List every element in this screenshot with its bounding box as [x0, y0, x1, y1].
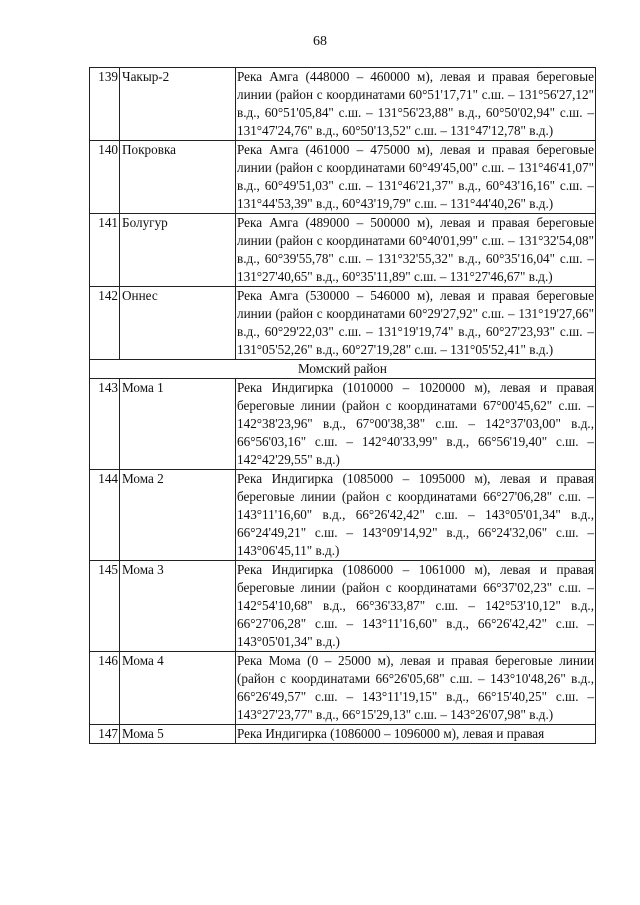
- row-number: 147: [90, 725, 120, 744]
- table-row: [90, 652, 596, 725]
- site-description: Река Индигирка (1086000 – 1061000 м), левая и правая береговые линии (район с координатами 66°37'02,23" с.ш. – 142°54'10,68" в.д., 66°36'33,87" с.ш. – 142°53'10,12" в.д., 66°27'06,28" с.ш. – 143°11'16,60" в.д., 66°26'42,42" с.ш. – 143°05'01,34" в.д.): [236, 561, 596, 652]
- row-number: 142: [90, 287, 120, 360]
- site-name: Мома 3: [120, 561, 236, 652]
- table-row: [90, 561, 596, 652]
- table-row: [90, 379, 596, 470]
- site-description: Река Индигирка (1086000 – 1096000 м), левая и правая: [236, 725, 596, 744]
- page-number: 68: [313, 34, 327, 49]
- table-row: [90, 141, 596, 214]
- table-row: [90, 214, 596, 287]
- site-name: Мома 2: [120, 470, 236, 561]
- row-number: 143: [90, 379, 120, 470]
- row-number: 139: [90, 68, 120, 141]
- river-sites-table: [89, 67, 596, 744]
- row-number: 145: [90, 561, 120, 652]
- site-name: Чакыр-2: [120, 68, 236, 141]
- site-name: Мома 4: [120, 652, 236, 725]
- table-row: [90, 725, 596, 744]
- row-number: 140: [90, 141, 120, 214]
- row-number: 141: [90, 214, 120, 287]
- site-description: Река Амга (461000 – 475000 м), левая и правая береговые линии (район с координатами 60°49'45,00" с.ш. – 131°46'41,07" в.д., 60°49'51,03" с.ш. – 131°46'21,37" в.д., 60°43'16,16" с.ш. – 131°44'53,39" в.д., 60°43'19,79" с.ш. – 131°44'40,26" в.д.): [236, 141, 596, 214]
- site-description: Река Амга (448000 – 460000 м), левая и правая береговые линии (район с координатами 60°51'17,71" с.ш. – 131°56'27,12" в.д., 60°51'05,84" с.ш. – 131°56'23,88" в.д., 60°50'02,94" с.ш. – 131°47'24,76" в.д., 60°50'13,52" с.ш. – 131°47'12,78" в.д.): [236, 68, 596, 141]
- site-name: Покровка: [120, 141, 236, 214]
- site-name: Мома 5: [120, 725, 236, 744]
- site-description: Река Амга (489000 – 500000 м), левая и правая береговые линии (район с координатами 60°40'01,99" с.ш. – 131°32'54,08" в.д., 60°39'55,78" с.ш. – 131°32'55,32" в.д., 60°35'16,04" с.ш. – 131°27'40,65" в.д., 60°35'11,89" с.ш. – 131°27'46,67" в.д.): [236, 214, 596, 287]
- row-number: 144: [90, 470, 120, 561]
- table-row: [90, 68, 596, 141]
- site-description: Река Амга (530000 – 546000 м), левая и правая береговые линии (район с координатами 60°29'27,92" с.ш. – 131°19'27,66" в.д., 60°29'22,03" с.ш. – 131°19'19,74" в.д., 60°27'23,93" с.ш. – 131°05'52,26" в.д., 60°27'19,28" с.ш. – 131°05'52,41" в.д.): [236, 287, 596, 360]
- section-title: Момский район: [90, 360, 596, 379]
- site-name: Оннес: [120, 287, 236, 360]
- site-description: Река Индигирка (1010000 – 1020000 м), левая и правая береговые линии (район с координатами 67°00'45,62" с.ш. – 142°38'23,96" в.д., 67°00'38,38" с.ш. – 142°37'03,00" в.д., 66°56'03,16" с.ш. – 142°40'33,99" в.д., 66°56'19,40" с.ш. – 142°42'29,55" в.д.): [236, 379, 596, 470]
- row-number: 146: [90, 652, 120, 725]
- table-row: [90, 287, 596, 360]
- site-name: Мома 1: [120, 379, 236, 470]
- site-name: Болугур: [120, 214, 236, 287]
- table-row: [90, 470, 596, 561]
- site-description: Река Индигирка (1085000 – 1095000 м), левая и правая береговые линии (район с координатами 66°27'06,28" с.ш. – 143°11'16,60" в.д., 66°26'42,42" с.ш. – 143°05'01,34" в.д., 66°24'49,21" с.ш. – 143°09'14,92" в.д., 66°24'32,06" с.ш. – 143°06'45,11" в.д.): [236, 470, 596, 561]
- site-description: Река Мома (0 – 25000 м), левая и правая береговые линии (район с координатами 66°26'05,68" с.ш. – 143°10'48,26" в.д., 66°26'49,57" с.ш. – 143°11'19,15" в.д., 66°15'40,25" с.ш. – 143°27'23,77" в.д., 66°15'29,13" с.ш. – 143°26'07,98" в.д.): [236, 652, 596, 725]
- section-row: [90, 360, 596, 379]
